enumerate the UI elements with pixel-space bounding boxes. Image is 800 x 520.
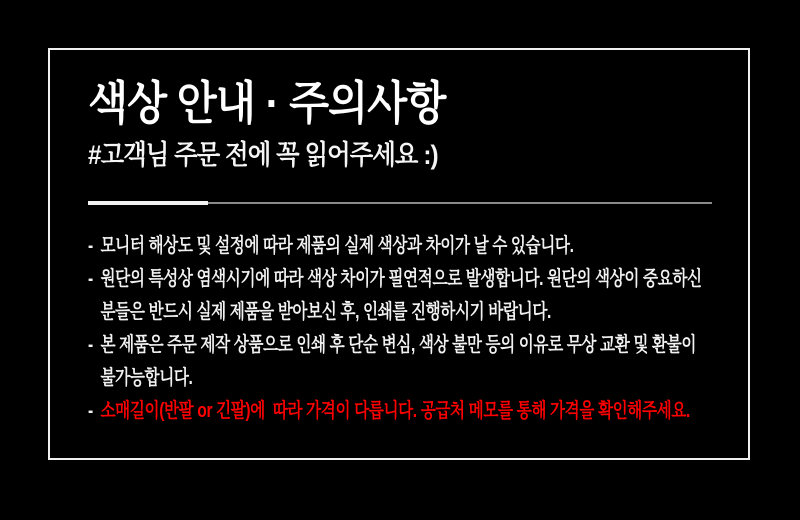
dash-marker: -: [88, 334, 93, 356]
notice-item: [88, 329, 704, 395]
notice-line: 본 제품은 주문 제작 상품으로 인쇄 후 단순 변심, 색상 불만 등의 이유로 무상 교환 및 환불이: [100, 334, 696, 356]
notice-list: [88, 230, 704, 428]
notice-line: 불가능합니다.: [100, 367, 193, 389]
notice-line-warning: 소매길이(반팔 or 긴팔)에 따라 가격이 다릅니다. 공급처 메모를 통해 가격을 확인해주세요.: [100, 400, 690, 422]
dash-marker: -: [88, 400, 93, 422]
divider: [88, 201, 712, 205]
divider-thin-segment: [208, 202, 712, 204]
dash-marker: -: [88, 268, 93, 290]
notice-item: [88, 263, 704, 329]
page-title: 색상 안내 · 주의사항: [88, 77, 446, 129]
notice-item: [88, 230, 704, 263]
dash-marker: -: [88, 235, 93, 257]
notice-line: 모니터 해상도 및 설정에 따라 제품의 실제 색상과 차이가 날 수 있습니다.: [100, 235, 574, 257]
notice-frame: [48, 48, 750, 460]
notice-item-warning: [88, 395, 704, 428]
notice-line: 원단의 특성상 염색시기에 따라 색상 차이가 필연적으로 발생합니다. 원단의 색상이 중요하신: [100, 268, 702, 290]
page-subtitle: #고객님 주문 전에 꼭 읽어주세요 :): [88, 140, 438, 170]
notice-line: 분들은 반드시 실제 제품을 받아보신 후, 인쇄를 진행하시기 바랍니다.: [100, 301, 551, 323]
divider-thick-segment: [88, 201, 208, 205]
